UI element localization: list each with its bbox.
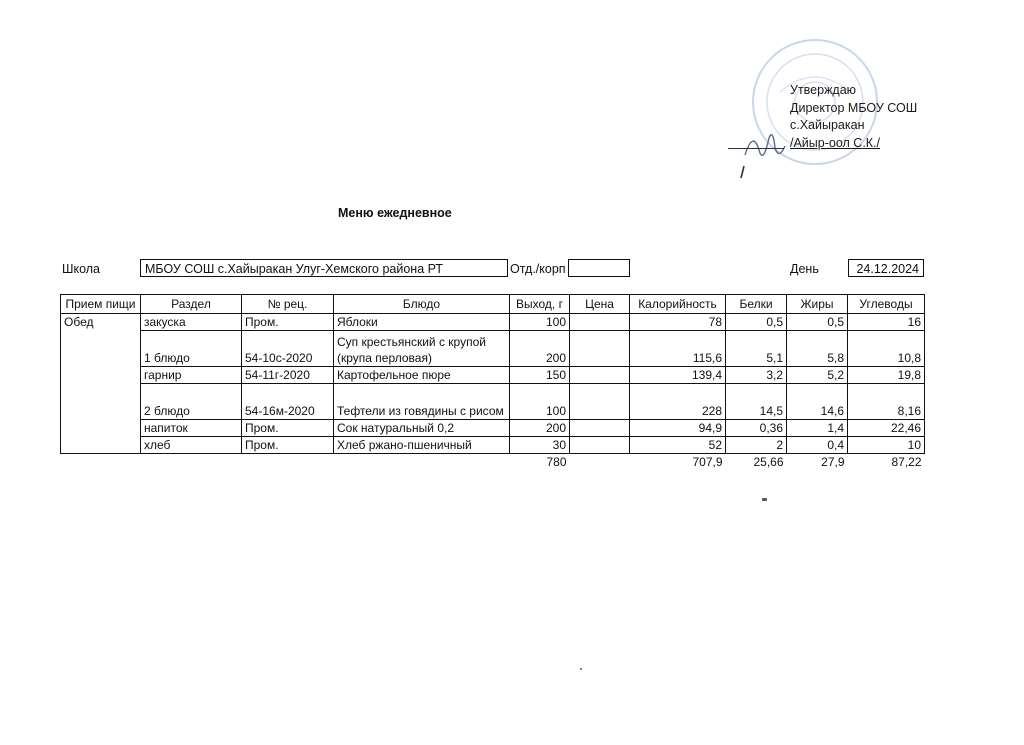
carbs-cell: 10,8 [848, 331, 925, 367]
price-cell [570, 437, 630, 454]
protein-cell: 3,2 [726, 367, 787, 384]
recipe-cell: Пром. [242, 420, 334, 437]
dish-cell: Суп крестьянский с крупой (крупа перловая) [334, 331, 510, 367]
section-cell: закуска [141, 314, 242, 331]
protein-cell: 0,36 [726, 420, 787, 437]
header-dish: Блюдо [334, 295, 510, 314]
menu-table [60, 294, 925, 470]
recipe-cell: 54-16м-2020 [242, 384, 334, 420]
school-field: МБОУ СОШ с.Хайыракан Улуг-Хемского района РТ [140, 259, 508, 277]
price-cell [570, 314, 630, 331]
protein-cell: 2 [726, 437, 787, 454]
fat-cell: 1,4 [787, 420, 848, 437]
empty-cell [141, 454, 242, 471]
calories-cell: 228 [630, 384, 726, 420]
protein-cell: 5,1 [726, 331, 787, 367]
section-cell: хлеб [141, 437, 242, 454]
table-row [61, 420, 925, 437]
header-price: Цена [570, 295, 630, 314]
section-cell: 1 блюдо [141, 331, 242, 367]
yield-cell: 100 [510, 384, 570, 420]
day-label: День [790, 262, 819, 276]
protein-cell: 14,5 [726, 384, 787, 420]
header-calories: Калорийность [630, 295, 726, 314]
signature [735, 120, 795, 180]
meal-cell: Обед [61, 314, 141, 454]
price-cell [570, 384, 630, 420]
yield-cell: 200 [510, 420, 570, 437]
empty-cell [242, 454, 334, 471]
approval-block [790, 82, 917, 152]
section-cell: 2 блюдо [141, 384, 242, 420]
document-title: Меню ежедневное [338, 206, 452, 220]
table-row [61, 367, 925, 384]
fat-cell: 14,6 [787, 384, 848, 420]
empty-cell [570, 454, 630, 471]
header-section: Раздел [141, 295, 242, 314]
yield-cell: 30 [510, 437, 570, 454]
school-label: Школа [62, 262, 100, 276]
section-cell: гарнир [141, 367, 242, 384]
calories-cell: 115,6 [630, 331, 726, 367]
calories-cell: 94,9 [630, 420, 726, 437]
approval-line-director: Директор МБОУ СОШ [790, 100, 918, 115]
yield-cell: 100 [510, 314, 570, 331]
header-meal: Прием пищи [61, 295, 141, 314]
carbs-cell: 16 [848, 314, 925, 331]
fat-cell: 0,4 [787, 437, 848, 454]
yield-cell: 150 [510, 367, 570, 384]
carbs-cell: 8,16 [848, 384, 925, 420]
header-yield: Выход, г [510, 295, 570, 314]
price-cell [570, 331, 630, 367]
fat-cell: 5,8 [787, 331, 848, 367]
calories-cell: 78 [630, 314, 726, 331]
recipe-cell: Пром. [242, 437, 334, 454]
calories-cell: 52 [630, 437, 726, 454]
header-fat: Жиры [787, 295, 848, 314]
table-row [61, 384, 925, 420]
dish-cell: Картофельное пюре [334, 367, 510, 384]
dish-cell: Хлеб ржано-пшеничный [334, 437, 510, 454]
total-fat: 27,9 [821, 455, 845, 469]
total-protein: 25,66 [753, 455, 784, 469]
header-recipe: № рец. [242, 295, 334, 314]
approval-line-village: с.Хайыракан [790, 118, 865, 132]
table-header-row [61, 295, 925, 314]
protein-cell: 0,5 [726, 314, 787, 331]
recipe-cell: 54-10с-2020 [242, 331, 334, 367]
table-row [61, 331, 925, 367]
carbs-cell: 19,8 [848, 367, 925, 384]
header-carbs: Углеводы [848, 295, 925, 314]
calories-cell: 139,4 [630, 367, 726, 384]
dept-field [568, 259, 630, 277]
empty-cell [334, 454, 510, 471]
dept-label: Отд./корп [510, 262, 566, 276]
table-row [61, 437, 925, 454]
price-cell [570, 367, 630, 384]
signature-line [728, 148, 784, 149]
section-cell: напиток [141, 420, 242, 437]
fat-cell: 5,2 [787, 367, 848, 384]
header-protein: Белки [726, 295, 787, 314]
recipe-cell: Пром. [242, 314, 334, 331]
table-row [61, 314, 925, 331]
scan-speck [580, 668, 582, 670]
empty-cell [61, 454, 141, 471]
fat-cell: 0,5 [787, 314, 848, 331]
dish-cell: Сок натуральный 0,2 [334, 420, 510, 437]
yield-cell: 200 [510, 331, 570, 367]
total-carbs: 87,22 [891, 455, 922, 469]
scan-speck [762, 498, 767, 501]
carbs-cell: 22,46 [848, 420, 925, 437]
totals-row [61, 454, 925, 471]
approval-line-name: /Айыр-оол С.К./ [790, 135, 881, 150]
dish-cell: Яблоки [334, 314, 510, 331]
price-cell [570, 420, 630, 437]
recipe-cell: 54-11г-2020 [242, 367, 334, 384]
total-yield: 780 [546, 455, 567, 469]
carbs-cell: 10 [848, 437, 925, 454]
day-field: 24.12.2024 [848, 259, 924, 277]
approval-line-approve: Утверждаю [790, 83, 857, 97]
total-calories: 707,9 [692, 455, 723, 469]
dish-cell: Тефтели из говядины с рисом [334, 384, 510, 420]
